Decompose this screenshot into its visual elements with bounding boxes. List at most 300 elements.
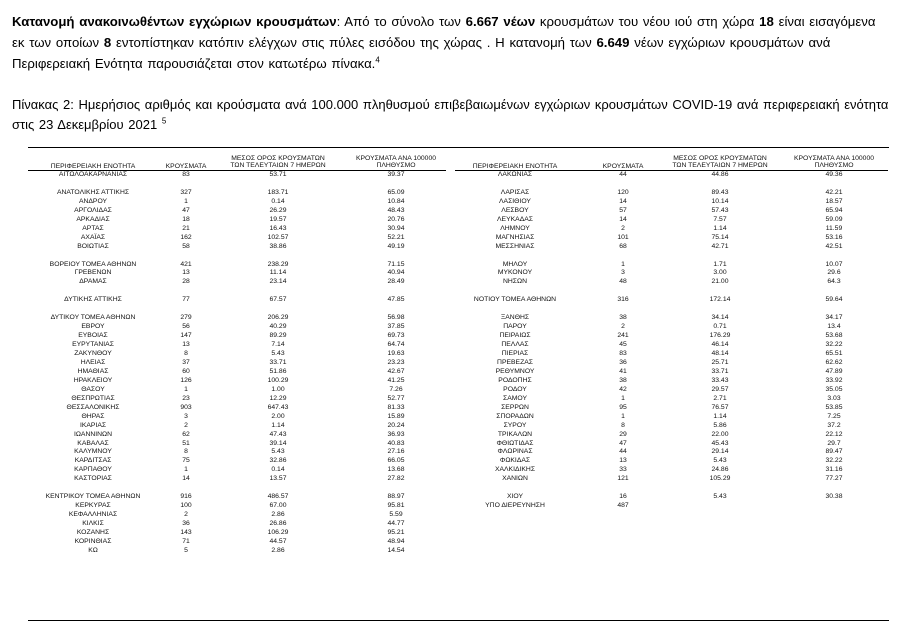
table-row: [455, 197, 888, 206]
cases-per-100k-cell: 5.59: [389, 511, 403, 519]
cases-cell: 1: [184, 197, 188, 205]
cases-cell: 41: [619, 367, 627, 375]
cases-per-100k-cell: 62.62: [825, 358, 843, 366]
region-name-cell: ΝΟΤΙΟΥ ΤΟΜΕΑ ΑΘΗΝΩΝ: [473, 296, 557, 304]
cases-cell: 147: [180, 332, 192, 340]
avg-7-days-cell: 44.57: [269, 537, 287, 545]
avg-7-days-cell: 5.43: [271, 448, 285, 456]
cases-per-100k-cell: 59.09: [825, 215, 843, 223]
cases-cell: 1: [621, 412, 625, 420]
cases-cell: 45: [619, 341, 627, 349]
avg-7-days-cell: 1.14: [713, 224, 727, 232]
cases-per-100k-cell: 35.05: [825, 385, 843, 393]
cases-cell: 47: [619, 439, 627, 447]
table-row: [28, 197, 446, 206]
avg-7-days-cell: 7.14: [271, 341, 285, 349]
region-name-cell: ΒΟΡΕΙΟΥ ΤΟΜΕΑ ΑΘΗΝΩΝ: [49, 260, 137, 268]
table-row: [28, 206, 446, 215]
region-name-cell: ΖΑΚΥΝΘΟΥ: [74, 350, 112, 357]
cases-per-100k-cell: 30.94: [387, 224, 405, 232]
cases-per-100k-cell: 28.49: [387, 278, 405, 286]
cases-cell: 101: [617, 233, 629, 241]
table-row: [28, 537, 446, 546]
avg-7-days-cell: 34.14: [711, 314, 729, 322]
avg-7-days-cell: 2.86: [271, 546, 285, 554]
cases-per-100k-cell: 95.81: [387, 502, 405, 510]
avg-7-days-cell: 24.86: [711, 466, 729, 474]
cases-per-100k-cell: 56.98: [387, 314, 405, 322]
cases-per-100k-cell: 49.36: [825, 171, 843, 178]
avg-7-days-cell: 33.71: [269, 358, 287, 366]
cases-cell: 13: [182, 269, 190, 277]
table-row: [28, 510, 446, 519]
cases-cell: 16: [619, 493, 627, 501]
table-row: [455, 394, 888, 403]
avg-7-days-cell: 48.14: [711, 350, 729, 357]
table-row: [455, 206, 888, 215]
cases-per-100k-cell: 7.26: [389, 385, 403, 393]
region-name-cell: ΕΥΡΥΤΑΝΙΑΣ: [72, 341, 114, 349]
avg-7-days-cell: 22.00: [711, 430, 729, 438]
region-name-cell: ΑΝΑΤΟΛΙΚΗΣ ΑΤΤΙΚΗΣ: [56, 188, 130, 196]
cases-cell: 29: [619, 430, 627, 438]
cases-per-100k-cell: 33.92: [825, 376, 843, 384]
intro-border-count: 8: [103, 35, 112, 50]
table-row: [28, 447, 446, 456]
table-row: [455, 465, 888, 474]
avg-7-days-cell: 0.14: [271, 466, 285, 474]
avg-7-days-cell: 1.00: [271, 385, 285, 393]
table-row: [28, 268, 446, 277]
region-name-cell: ΚΟΖΑΝΗΣ: [76, 529, 110, 536]
table-row: [455, 295, 888, 304]
region-name-cell: ΡΟΔΟΠΗΣ: [498, 376, 532, 384]
intro-text: νέων εγχώριων κρουσμάτων ανά Περιφερειακή Ενότητα παρουσιάζεται στον κατωτέρω πίνακα.: [12, 35, 831, 71]
avg-7-days-cell: 100.29: [267, 376, 289, 384]
cases-per-100k-cell: 27.16: [387, 448, 405, 456]
cases-cell: 421: [180, 260, 192, 268]
region-name-cell: ΛΕΥΚΑΔΑΣ: [497, 215, 533, 223]
table-row: [28, 251, 446, 260]
intro-text: κρουσμάτων του νέου ιού στη χώρα: [535, 14, 760, 29]
header-avg-7-days: ΜΕΣΟΣ ΟΡΟΣ ΚΡΟΥΣΜΑΤΩΝ ΤΩΝ ΤΕΛΕΥΤΑΙΩΝ 7 ΗΜΕΡΩΝ: [672, 155, 768, 170]
avg-7-days-cell: 67.00: [269, 502, 287, 510]
cases-per-100k-cell: 13.4: [827, 323, 841, 331]
cases-cell: 38: [619, 314, 627, 322]
cases-per-100k-cell: 88.97: [387, 493, 405, 501]
cases-cell: 120: [617, 188, 629, 196]
cases-per-100k-cell: 64.74: [387, 341, 405, 349]
avg-7-days-cell: 7.57: [713, 215, 727, 223]
region-name-cell: ΘΕΣΠΡΩΤΙΑΣ: [71, 394, 115, 402]
region-name-cell: ΚΩ: [88, 546, 98, 554]
avg-7-days-cell: 16.43: [269, 224, 287, 232]
cases-cell: 126: [180, 376, 192, 384]
avg-7-days-cell: 75.14: [711, 233, 729, 241]
table-row: [28, 474, 446, 483]
intro-text: : Από το σύνολο των: [336, 14, 466, 29]
region-name-cell: ΛΑΣΙΘΙΟΥ: [499, 197, 531, 205]
avg-7-days-cell: 67.57: [269, 296, 287, 304]
cases-per-100k-cell: 77.27: [825, 475, 843, 483]
table-row: [455, 215, 888, 224]
region-name-cell: ΠΕΛΛΑΣ: [501, 341, 529, 349]
avg-7-days-cell: 13.57: [269, 475, 287, 483]
region-name-cell: ΕΒΡΟΥ: [81, 323, 105, 331]
avg-7-days-cell: 57.43: [711, 206, 729, 214]
avg-7-days-cell: 44.86: [711, 171, 729, 178]
table-row: [455, 501, 888, 510]
region-name-cell: ΣΠΟΡΑΔΩΝ: [496, 412, 534, 420]
cases-per-100k-cell: 20.24: [387, 421, 405, 429]
table-row: [28, 277, 446, 286]
table-row: [28, 439, 446, 448]
region-name-cell: ΡΕΘΥΜΝΟΥ: [495, 367, 535, 375]
avg-7-days-cell: 647.43: [267, 403, 289, 411]
cases-per-100k-cell: 65.94: [825, 206, 843, 214]
region-name-cell: ΞΑΝΘΗΣ: [500, 314, 530, 322]
avg-7-days-cell: 53.71: [269, 171, 287, 178]
cases-per-100k-cell: 23.23: [387, 358, 405, 366]
avg-7-days-cell: 25.71: [711, 358, 729, 366]
region-name-cell: ΚΕΡΚΥΡΑΣ: [75, 502, 111, 510]
cases-per-100k-cell: 40.83: [387, 439, 405, 447]
region-name-cell: ΑΧΑΪΑΣ: [80, 233, 106, 241]
table-row: [455, 385, 888, 394]
avg-7-days-cell: 26.86: [269, 520, 287, 528]
cases-cell: 1: [621, 394, 625, 402]
table-row: [28, 421, 446, 430]
avg-7-days-cell: 10.14: [711, 197, 729, 205]
region-name-cell: ΑΝΔΡΟΥ: [78, 197, 108, 205]
cases-per-100k-cell: 53.68: [825, 332, 843, 340]
cases-cell: 36: [182, 520, 190, 528]
cases-per-100k-cell: 48.94: [387, 537, 405, 545]
avg-7-days-cell: 51.86: [269, 367, 287, 375]
table-row: [455, 322, 888, 331]
table-row: [28, 224, 446, 233]
cases-cell: 57: [619, 206, 627, 214]
cases-per-100k-cell: 48.43: [387, 206, 405, 214]
cases-per-100k-cell: 42.67: [387, 367, 405, 375]
cases-per-100k-cell: 13.68: [387, 466, 405, 474]
cases-cell: 47: [182, 206, 190, 214]
cases-per-100k-cell: 65.51: [825, 350, 843, 357]
cases-cell: 916: [180, 493, 192, 501]
header-region: ΠΕΡΙΦΕΡΕΙΑΚΗ ΕΝΟΤΗΤΑ: [50, 162, 136, 170]
cases-cell: 1: [184, 385, 188, 393]
region-name-cell: ΜΥΚΟΝΟΥ: [497, 269, 533, 277]
region-name-cell: ΔΡΑΜΑΣ: [79, 278, 107, 286]
cases-cell: 327: [180, 188, 192, 196]
header-cases-per-100k: ΚΡΟΥΣΜΑΤΑ ΑΝΑ 100000 ΠΛΗΘΥΣΜΟ: [793, 155, 875, 170]
region-name-cell: ΝΗΣΩΝ: [502, 278, 527, 286]
cases-cell: 83: [182, 171, 190, 178]
avg-7-days-cell: 39.14: [269, 439, 287, 447]
cases-per-100k-cell: 10.84: [387, 197, 405, 205]
table-row: [455, 242, 888, 251]
region-name-cell: ΦΛΩΡΙΝΑΣ: [497, 448, 533, 456]
cases-per-100k-cell: 37.2: [827, 421, 841, 429]
cases-cell: 18: [182, 215, 190, 223]
cases-cell: 37: [182, 358, 190, 366]
table-row: [28, 286, 446, 295]
region-name-cell: ΠΕΙΡΑΙΩΣ: [499, 332, 531, 340]
avg-7-days-cell: 105.29: [709, 475, 731, 483]
avg-7-days-cell: 172.14: [709, 296, 731, 304]
cases-per-100k-cell: 41.25: [387, 376, 405, 384]
table-row: [28, 313, 446, 322]
table-row: [455, 260, 888, 269]
cases-cell: 44: [619, 171, 627, 178]
region-name-cell: ΔΥΤΙΚΗΣ ΑΤΤΙΚΗΣ: [64, 296, 122, 304]
cases-per-100k-cell: 3.03: [827, 394, 841, 402]
cases-cell: 38: [619, 376, 627, 384]
avg-7-days-cell: 206.29: [267, 314, 289, 322]
table-bottom-rule: [28, 620, 889, 621]
avg-7-days-cell: 19.57: [269, 215, 287, 223]
avg-7-days-cell: 238.29: [267, 260, 289, 268]
cases-per-100k-cell: 10.07: [825, 260, 843, 268]
avg-7-days-cell: 176.29: [709, 332, 731, 340]
avg-7-days-cell: 38.86: [269, 242, 287, 250]
avg-7-days-cell: 0.14: [271, 197, 285, 205]
avg-7-days-cell: 1.14: [271, 421, 285, 429]
region-name-cell: ΜΗΛΟΥ: [502, 260, 528, 268]
region-name-cell: ΜΑΓΝΗΣΙΑΣ: [495, 233, 535, 241]
avg-7-days-cell: 45.43: [711, 439, 729, 447]
avg-7-days-cell: 5.43: [713, 457, 727, 465]
region-name-cell: ΦΩΚΙΔΑΣ: [499, 457, 531, 465]
cases-cell: 2: [184, 511, 188, 519]
region-name-cell: ΑΡΤΑΣ: [82, 224, 104, 232]
region-name-cell: ΙΚΑΡΙΑΣ: [79, 421, 107, 429]
table-row: [455, 456, 888, 465]
cases-cell: 13: [182, 341, 190, 349]
cases-cell: 95: [619, 403, 627, 411]
table-row: [455, 474, 888, 483]
avg-7-days-cell: 2.00: [271, 412, 285, 420]
region-name-cell: ΧΙΟΥ: [506, 493, 524, 501]
region-name-cell: ΚΙΛΚΙΣ: [82, 520, 104, 528]
table-row: [28, 465, 446, 474]
cases-cell: 21: [182, 224, 190, 232]
table-row: [455, 179, 888, 188]
region-name-cell: ΧΑΛΚΙΔΙΚΗΣ: [494, 466, 536, 474]
cases-per-100k-cell: 29.7: [827, 439, 841, 447]
cases-per-100k-cell: 53.16: [825, 233, 843, 241]
cases-per-100k-cell: 66.05: [387, 457, 405, 465]
region-name-cell: ΥΠΟ ΔΙΕΡΕΥΝΗΣΗ: [485, 502, 545, 510]
cases-cell: 100: [180, 502, 192, 510]
region-name-cell: ΑΡΓΟΛΙΔΑΣ: [74, 206, 112, 214]
cases-per-100k-cell: 49.19: [387, 242, 405, 250]
avg-7-days-cell: 40.29: [269, 323, 287, 331]
table-row: [455, 188, 888, 197]
cases-per-100k-cell: 65.09: [387, 188, 405, 196]
region-name-cell: ΠΑΡΟΥ: [503, 323, 527, 331]
table-row: [28, 546, 446, 555]
cases-per-100k-cell: 14.54: [387, 546, 405, 554]
cases-cell: 77: [182, 296, 190, 304]
cases-cell: 51: [182, 439, 190, 447]
avg-7-days-cell: 12.29: [269, 394, 287, 402]
header-avg-7-days: ΜΕΣΟΣ ΟΡΟΣ ΚΡΟΥΣΜΑΤΩΝ ΤΩΝ ΤΕΛΕΥΤΑΙΩΝ 7 ΗΜΕΡΩΝ: [230, 155, 326, 170]
table-row: [455, 439, 888, 448]
region-name-cell: ΛΑΚΩΝΙΑΣ: [497, 171, 533, 178]
cases-cell: 903: [180, 403, 192, 411]
region-name-cell: ΚΕΝΤΡΙΚΟΥ ΤΟΜΕΑ ΑΘΗΝΩΝ: [45, 493, 141, 501]
cases-cell: 279: [180, 314, 192, 322]
table-row: [28, 528, 446, 537]
table-row: [455, 304, 888, 313]
table-row: [28, 519, 446, 528]
region-name-cell: ΑΙΤΩΛΟΑΚΑΡΝΑΝΙΑΣ: [58, 171, 128, 178]
cases-per-100k-cell: 19.63: [387, 350, 405, 357]
avg-7-days-cell: 33.43: [711, 376, 729, 384]
cases-cell: 2: [621, 224, 625, 232]
region-name-cell: ΗΜΑΘΙΑΣ: [77, 367, 109, 375]
intro-heading: Κατανομή ανακοινωθέντων εγχώριων κρουσμάτων: [12, 14, 337, 29]
cases-cell: 68: [619, 242, 627, 250]
intro-text: εντοπίστηκαν κατόπιν ελέγχων στις πύλες εισόδου της χώρας . Η κατανομή των: [111, 35, 597, 50]
cases-per-100k-cell: 29.6: [827, 269, 841, 277]
region-name-cell: ΠΡΕΒΕΖΑΣ: [497, 358, 533, 366]
region-name-cell: ΒΟΙΩΤΙΑΣ: [77, 242, 109, 250]
region-name-cell: ΚΑΡΔΙΤΣΑΣ: [74, 457, 112, 465]
region-name-cell: ΑΡΚΑΔΙΑΣ: [76, 215, 110, 223]
header-cases: ΚΡΟΥΣΜΑΤΑ: [602, 162, 644, 170]
table-row: [28, 501, 446, 510]
cases-cell: 28: [182, 278, 190, 286]
cases-cell: 3: [184, 412, 188, 420]
avg-7-days-cell: 23.14: [269, 278, 287, 286]
table-row: [455, 367, 888, 376]
cases-cell: 316: [617, 296, 629, 304]
avg-7-days-cell: 106.29: [267, 529, 289, 536]
cases-cell: 8: [184, 448, 188, 456]
cases-cell: 42: [619, 385, 627, 393]
cases-cell: 14: [619, 197, 627, 205]
table-row: [28, 403, 446, 412]
intro-text: είναι εισαγόμενα εκ των οποίων: [12, 14, 876, 50]
region-name-cell: ΗΛΕΙΑΣ: [80, 358, 106, 366]
cases-cell: 162: [180, 233, 192, 241]
table-row: [455, 358, 888, 367]
table-row: [455, 286, 888, 295]
table-row: [28, 358, 446, 367]
table-row: [455, 251, 888, 260]
avg-7-days-cell: 29.14: [711, 448, 729, 456]
cases-per-100k-cell: 52.77: [387, 394, 405, 402]
region-name-cell: ΣΑΜΟΥ: [503, 394, 527, 402]
table-row: [455, 313, 888, 322]
avg-7-days-cell: 1.71: [713, 260, 727, 268]
avg-7-days-cell: 5.43: [271, 350, 285, 357]
table-row: [28, 367, 446, 376]
cases-per-100k-cell: 52.21: [387, 233, 405, 241]
table-row: [28, 322, 446, 331]
region-name-cell: ΚΑΛΥΜΝΟΥ: [74, 448, 112, 456]
avg-7-days-cell: 2.86: [271, 511, 285, 519]
avg-7-days-cell: 486.57: [267, 493, 289, 501]
cases-per-100k-cell: 36.93: [387, 430, 405, 438]
table-row: [455, 430, 888, 439]
avg-7-days-cell: 102.57: [267, 233, 289, 241]
cases-per-100k-cell: 18.57: [825, 197, 843, 205]
region-name-cell: ΙΩΑΝΝΙΝΩΝ: [73, 430, 113, 438]
header-cases: ΚΡΟΥΣΜΑΤΑ: [165, 162, 207, 170]
cases-per-100k-cell: 20.76: [387, 215, 405, 223]
caption-text: Πίνακας 2: Ημερήσιος αριθμός και κρούσματα ανά 100.000 πληθυσμού επιβεβαιωμένων εγχώριων κρουσμάτων COVID-19 ανά περιφερειακή ενότητα στις 23 Δεκεμβρίου 2021: [12, 97, 889, 132]
cases-cell: 48: [619, 278, 627, 286]
region-name-cell: ΚΑΡΠΑΘΟΥ: [74, 466, 112, 474]
region-name-cell: ΘΑΣΟΥ: [81, 385, 105, 393]
cases-cell: 14: [182, 475, 190, 483]
intro-paragraph: [12, 11, 892, 74]
cases-per-100k-cell: 89.47: [825, 448, 843, 456]
table-row: [455, 483, 888, 492]
region-name-cell: ΛΗΜΝΟΥ: [500, 224, 530, 232]
region-name-cell: ΘΗΡΑΣ: [81, 412, 105, 420]
table-row: [28, 349, 446, 358]
cases-cell: 13: [619, 457, 627, 465]
table-row: [28, 430, 446, 439]
region-name-cell: ΛΕΣΒΟΥ: [501, 206, 529, 214]
cases-cell: 33: [619, 466, 627, 474]
cases-per-100k-cell: 81.33: [387, 403, 405, 411]
table-row: [28, 483, 446, 492]
cases-per-100k-cell: 31.16: [825, 466, 843, 474]
table-row: [28, 233, 446, 242]
avg-7-days-cell: 11.14: [269, 269, 287, 277]
table-row: [455, 403, 888, 412]
avg-7-days-cell: 29.57: [711, 385, 729, 393]
cases-per-100k-cell: 42.51: [825, 242, 843, 250]
cases-cell: 75: [182, 457, 190, 465]
avg-7-days-cell: 5.43: [713, 493, 727, 501]
table-row: [455, 331, 888, 340]
cases-per-100k-cell: 34.17: [825, 314, 843, 322]
cases-cell: 1: [184, 466, 188, 474]
region-name-cell: ΦΘΙΩΤΙΔΑΣ: [496, 439, 534, 447]
cases-per-100k-cell: 42.21: [825, 188, 843, 196]
cases-per-100k-cell: 64.3: [827, 278, 841, 286]
cases-cell: 58: [182, 242, 190, 250]
cases-per-100k-cell: 27.82: [387, 475, 405, 483]
table-row: [28, 242, 446, 251]
cases-cell: 5: [184, 546, 188, 554]
cases-cell: 487: [617, 502, 629, 510]
table-row: [455, 412, 888, 421]
table-row: [455, 447, 888, 456]
intro-imported-count: 18: [759, 14, 774, 29]
cases-cell: 8: [184, 350, 188, 357]
cases-per-100k-cell: 47.89: [825, 367, 843, 375]
avg-7-days-cell: 21.00: [711, 278, 729, 286]
cases-cell: 2: [184, 421, 188, 429]
cases-cell: 14: [619, 215, 627, 223]
table-row: [28, 215, 446, 224]
region-name-cell: ΚΕΦΑΛΛΗΝΙΑΣ: [68, 511, 118, 519]
table-row: [28, 179, 446, 188]
table-row: [455, 492, 888, 501]
intro-total-new: 6.667 νέων: [465, 14, 536, 29]
table-row: [455, 277, 888, 286]
avg-7-days-cell: 5.86: [713, 421, 727, 429]
avg-7-days-cell: 46.14: [711, 341, 729, 349]
cases-cell: 60: [182, 367, 190, 375]
